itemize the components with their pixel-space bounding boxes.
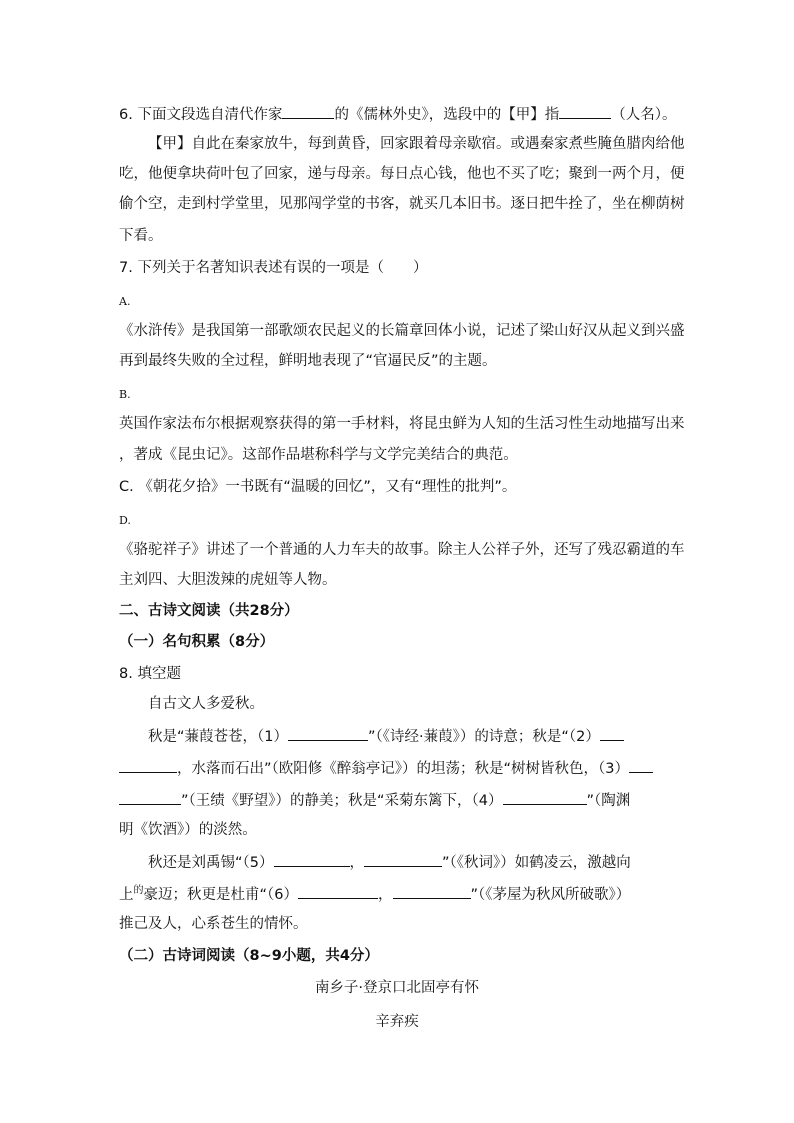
q8-blank-2-cont[interactable] [119,758,177,773]
q6-prompt-part: （人名）。 [611,107,677,123]
q8-text: ， [378,887,393,903]
q6-blank-author[interactable] [282,104,334,119]
q8-line: 明《饮酒》）的淡然。 [119,822,257,838]
q8-text: ”（陶渊 [586,793,631,809]
q8-text: ”（《茅屋为秋风所破歌》） [470,887,631,903]
subsection-title: （二）古诗词阅读（8~9小题，共4分） [119,948,379,964]
q8-text: 秋还是刘禹锡“（5） [148,855,274,871]
q6-passage-line: 吃，他便拿块荷叶包了回家，递与母亲。每日点心钱，他也不买了吃；聚到一两个月，便 [119,166,685,182]
q7-option-a-label[interactable]: A. [119,295,131,308]
q8-text-superscript: 的 [133,885,144,896]
q8-blank-4[interactable] [503,790,587,805]
q7-option-d-text: 《骆驼祥子》讲述了一个普通的人力车夫的故事。除主人公祥子外，还写了残忍霸道的车 [119,542,685,558]
q6-blank-name[interactable] [559,104,611,119]
q7-option-c[interactable]: C. 《朝花夕拾》一书既有“温暖的回忆”，又有“理性的批判”。 [119,479,517,495]
q8-line: 推己及人，心系苍生的情怀。 [119,916,308,932]
q6-passage-line: 下看。 [119,228,163,244]
poem-author: 辛弃疾 [375,1014,419,1030]
q8-text: 秋是“蒹葭苍苍，（1） [148,729,288,745]
q8-intro: 自古文人多爱秋。 [148,696,264,712]
q6-passage-line: 偷个空，走到村学堂里，见那闯学堂的书客，就买几本旧书。逐日把牛拴了，坐在柳荫树 [119,196,685,212]
q8-text: 豪迈；秋更是杜甫“（6） [143,887,298,903]
q7-option-b-label[interactable]: B. [119,388,131,401]
q8-blank-2[interactable] [600,726,624,741]
q8-text: ， [349,855,364,871]
q6-passage-line: 【甲】自此在秦家放牛，每到黄昏，回家跟着母亲歇宿。或遇秦家煮些腌鱼腊肉给他 [148,136,685,152]
q8-blank-6b[interactable] [393,884,471,899]
q8-blank-3[interactable] [629,758,653,773]
q7-option-d-label[interactable]: D. [119,514,131,527]
q8-line [119,884,630,907]
q6-prompt-part: 6. 下面文段选自清代作家 [119,107,283,123]
q8-line [148,726,624,747]
q8-line [119,790,630,811]
q8-blank-5b[interactable] [364,852,442,867]
q7-option-a-text: 《水浒传》是我国第一部歌颂农民起义的长篇章回体小说，记述了梁山好汉从起义到兴盛 [119,323,685,339]
q8-text: ”（王绩《野望》）的静美；秋是“采菊东篱下，（4） [181,793,503,809]
q7-prompt: 7. 下列关于名著知识表述有误的一项是（ ） [119,260,428,276]
subsection-title: （一）名句积累（8分） [119,634,275,650]
q8-blank-1[interactable] [288,726,368,741]
q8-line [148,852,631,873]
q8-text: 上 [119,887,134,903]
q7-option-d-text: 主刘四、大胆泼辣的虎妞等人物。 [119,572,337,588]
q8-line [119,758,653,779]
q6-prompt [119,104,676,125]
q8-prompt: 8. 填空题 [119,666,181,682]
q7-option-b-text: ，著成《昆虫记》。这部作品堪称科学与文学完美结合的典范。 [119,447,518,463]
q8-text: ，水落而石出”（欧阳修《醉翁亭记》）的坦荡；秋是“树树皆秋色，（3） [177,761,629,777]
q8-blank-6a[interactable] [298,884,378,899]
q6-prompt-part: 的《儒林外史》，选段中的【甲】指 [334,107,560,123]
q8-blank-3-cont[interactable] [119,790,181,805]
q8-blank-5a[interactable] [274,852,350,867]
q7-option-a-text: 再到最终失败的全过程，鲜明地表现了“官逼民反”的主题。 [119,353,497,369]
q7-option-b-text: 英国作家法布尔根据观察获得的第一手材料，将昆虫鲜为人知的生活习性生动地描写出来 [119,416,685,432]
q8-text: ”（《秋词》）如鹤凌云，激越向 [442,855,631,871]
section-title: 二、古诗文阅读（共28分） [119,603,299,619]
q8-text: ”（《诗经·蒹葭》）的诗意；秋是“（2） [368,729,600,745]
poem-title: 南乡子·登京口北固亭有怀 [314,980,480,996]
